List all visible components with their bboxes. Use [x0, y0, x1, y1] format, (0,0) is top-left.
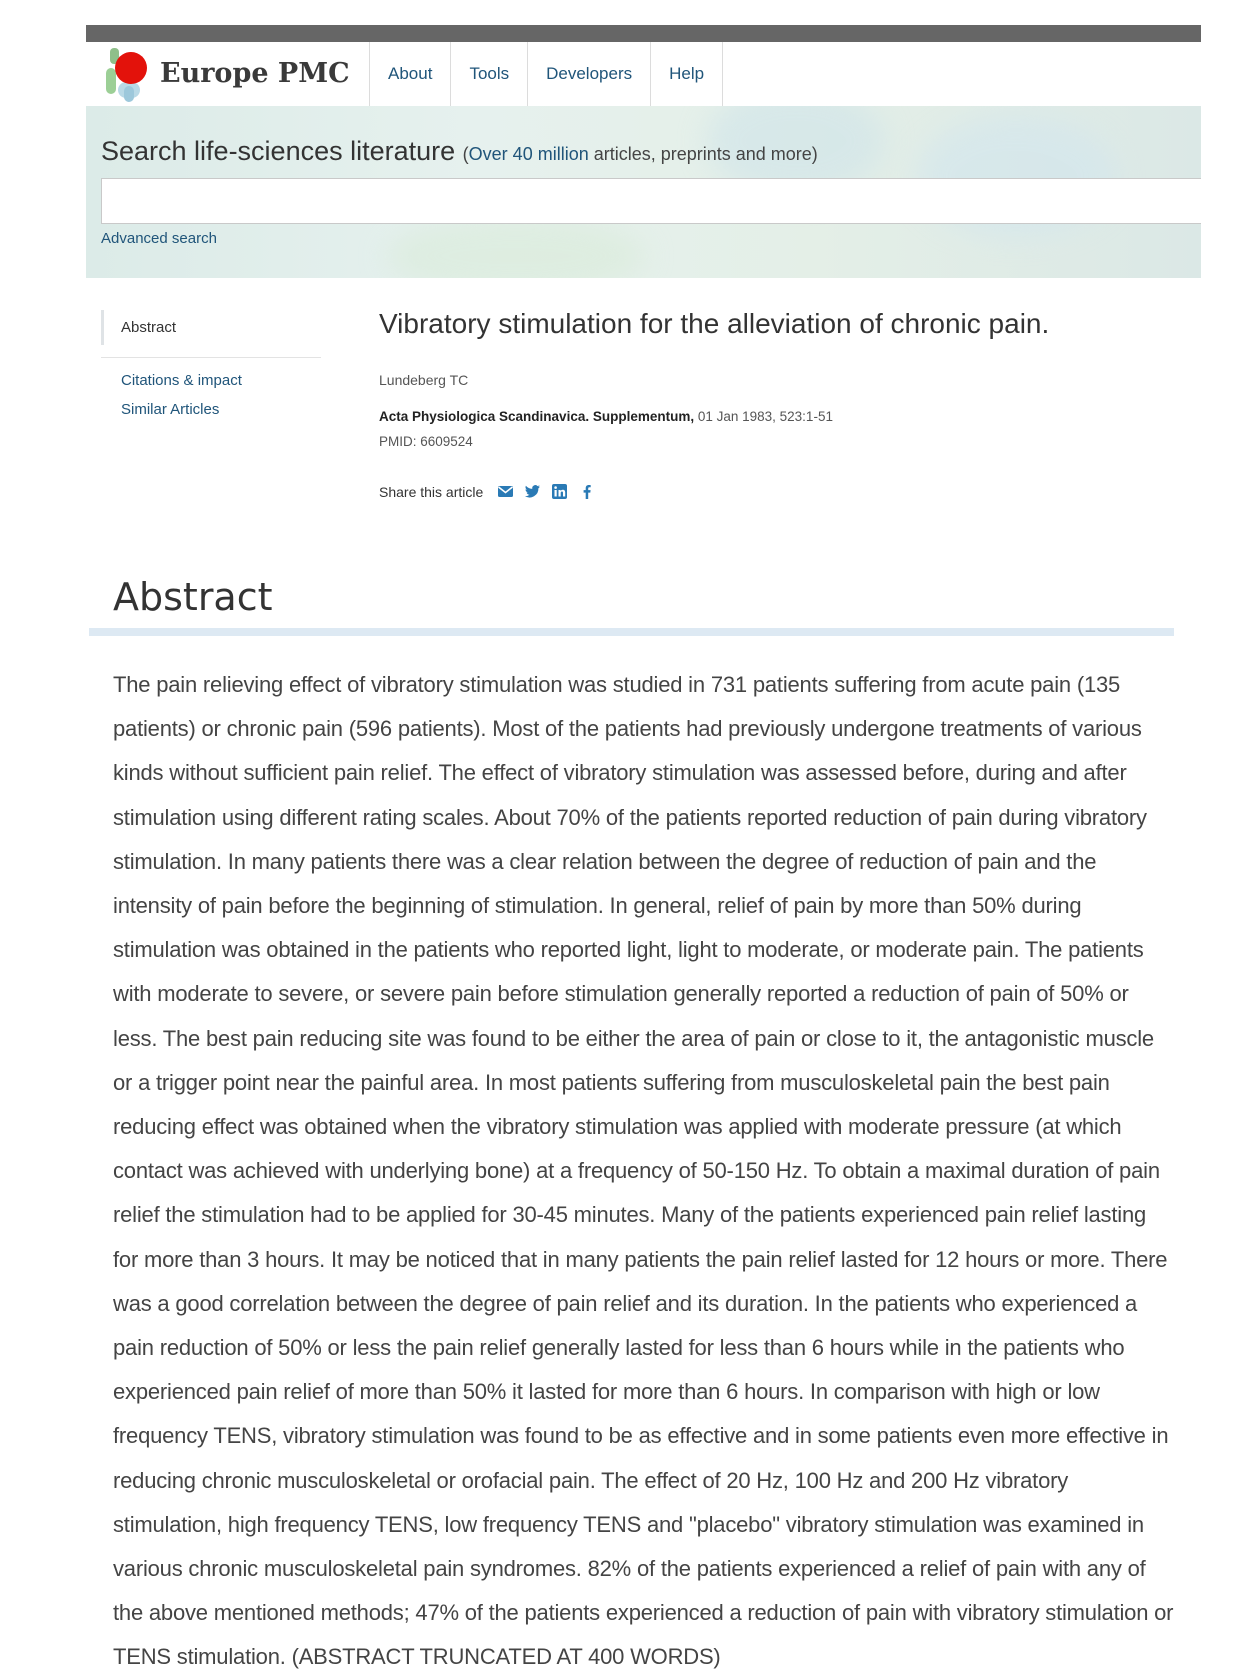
nav-help[interactable]: Help [651, 42, 723, 106]
search-subtitle [463, 144, 818, 164]
subtitle-rest: articles, preprints and more) [588, 144, 818, 164]
search-heading [101, 136, 818, 167]
pmid: PMID: 6609524 [379, 434, 473, 449]
banner-decoration [386, 216, 646, 278]
sidebar-item-abstract[interactable]: Abstract [101, 310, 321, 345]
article-title: Vibratory stimulation for the alleviation of chronic pain. [379, 308, 1050, 339]
subtitle-paren: ( [462, 144, 469, 164]
article-count-link[interactable]: Over 40 million [468, 144, 589, 164]
abstract-text: The pain relieving effect of vibratory stimulation was studied in 731 patients suffering from acute pain (135 patients) or chronic pain (596 patients). Most of the patients had previously undergone treatments of various kinds without sufficient pain relief. The effect of vibratory stimulation was assessed before, during and after stimulation using different rating scales. About 70% of the patients reported reduction of pain during vibratory stimulation. In many patients there was a clear relation between the degree of reduction of pain and the intensity of pain before the beginning of stimulation. In general, relief of pain by more than 50% during stimulation was obtained in the patients who reported light, light to moderate, or moderate pain. The patients with moderate to severe, or severe pain before stimulation generally reported a reduction of pain of 50% or less. The best pain reducing site was found to be either the area of pain or close to it, the antagonistic muscle or a trigger point near the painful area. In most patients suffering from musculoskeletal pain the best pain reducing effect was obtained when the vibratory stimulation was applied with moderate pressure (at which contact was achieved with underlying bone) at a frequency of 50-150 Hz. To obtain a maximal duration of pain relief the stimulation had to be applied for 30-45 minutes. Many of the patients experienced pain relief lasting for more than 3 hours. It may be noticed that in many patients the pain relief lasted for 12 hours or more. There was a good correlation between the degree of pain relief and its duration. In the patients who experienced a pain reduction of 50% or less the pain relief generally lasted for less than 6 hours while in the patients who experienced pain relief of more than 50% it lasted for more than 6 hours. In comparison with high or low frequency TENS, vibratory stimulation was found to be as effective and in some patients even more effective in reducing chronic musculoskeletal or orofacial pain. The effect of 20 Hz, 100 Hz and 200 Hz vibratory stimulation, high frequency TENS, low frequency TENS and "placebo" vibratory stimulation was examined in various chronic musculoskeletal pain syndromes. 82% of the patients experienced a relief of pain with any of the above mentioned methods; 47% of the patients experienced a reduction of pain with vibratory stimulation or TENS stimulation. (ABSTRACT TRUNCATED AT 400 WORDS) [113, 672, 1174, 1670]
sidebar-divider [101, 357, 321, 358]
article-authors[interactable]: Lundeberg TC [379, 372, 469, 388]
facebook-icon[interactable] [578, 483, 595, 500]
search-banner [86, 106, 1201, 278]
article-sidebar [101, 310, 321, 418]
site-header [86, 42, 1201, 106]
nav-developers[interactable]: Developers [528, 42, 651, 106]
abstract-divider [89, 628, 1174, 636]
share-bar [379, 483, 605, 500]
europe-pmc-logo-icon[interactable] [100, 46, 152, 104]
sidebar-item-similar-articles[interactable]: Similar Articles [121, 401, 220, 418]
email-icon[interactable] [497, 483, 514, 500]
share-icons [497, 483, 605, 500]
abstract-heading: Abstract [113, 575, 273, 619]
brand-name[interactable]: Europe PMC [160, 58, 350, 89]
sidebar-item-citations[interactable]: Citations & impact [121, 372, 242, 389]
top-bar [86, 25, 1201, 42]
publication-date-pages: 01 Jan 1983, 523:1-51 [694, 409, 833, 424]
linkedin-icon[interactable] [551, 483, 568, 500]
nav-about[interactable]: About [370, 42, 451, 106]
twitter-icon[interactable] [524, 483, 541, 500]
search-input[interactable] [101, 178, 1201, 224]
journal-name: Acta Physiologica Scandinavica. Supplementum, [379, 409, 695, 424]
advanced-search-link[interactable]: Advanced search [101, 230, 217, 247]
search-title: Search life-sciences literature [101, 136, 456, 166]
share-label: Share this article [379, 483, 484, 500]
nav-tools[interactable]: Tools [451, 42, 528, 106]
main-nav [369, 42, 723, 106]
journal-citation [379, 409, 833, 424]
